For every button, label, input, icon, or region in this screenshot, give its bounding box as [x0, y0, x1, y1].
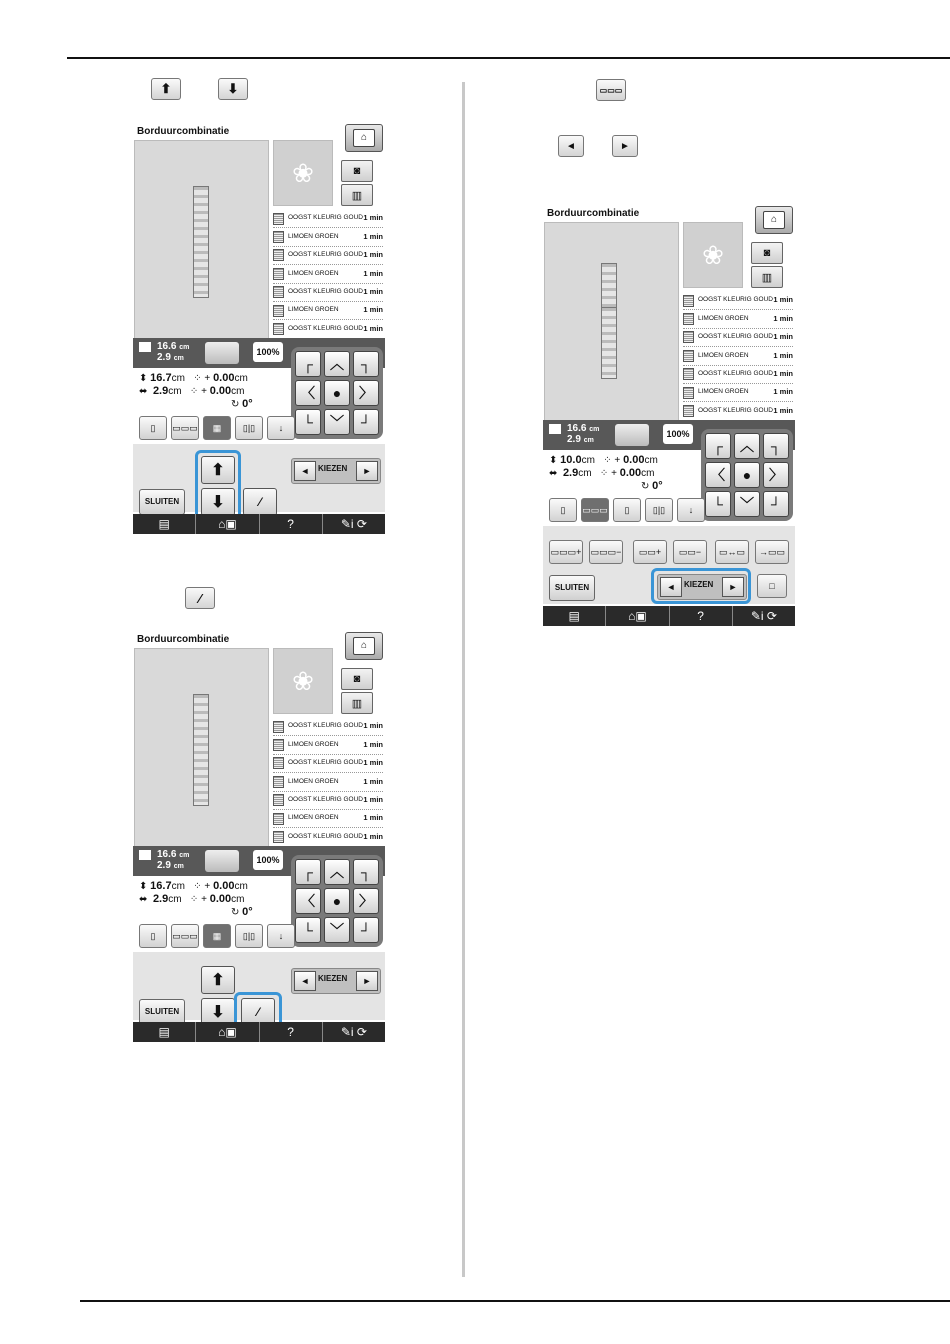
design-preview: ❀ [683, 222, 743, 288]
up-button[interactable]: ⬆ [201, 456, 235, 484]
pen-icon: ⁄ [185, 587, 215, 609]
zoom-button[interactable]: 100% [663, 424, 693, 444]
distance-button[interactable]: ▭↔▭ [715, 540, 749, 564]
settings-icon[interactable]: ✎i ⟳ [750, 609, 777, 623]
camera-button[interactable]: ◙ [341, 668, 373, 690]
kiezen-label: KIEZEN [318, 974, 348, 983]
thread-row: OOGST KLEURIG GOUD 1 min [683, 366, 793, 384]
horizontal-layout-button[interactable]: ▭▭▭ [581, 498, 609, 522]
settings-icon[interactable]: ✎i ⟳ [340, 1025, 367, 1039]
screen-3 [543, 208, 795, 628]
array-icon: ▭▭▭ [596, 79, 626, 101]
add-spacing-button[interactable]: ▭▭+ [633, 540, 667, 564]
thread-button[interactable]: ▥ [341, 692, 373, 714]
home-icon: ⌂ [353, 637, 375, 655]
horizontal-layout-button[interactable]: ▭▭▭ [171, 924, 199, 948]
thread-row: OOGST KLEURIG GOUD 1 min [273, 284, 383, 302]
move-upright-button[interactable]: ┐ [353, 859, 379, 885]
home-icon: ⌂ [353, 129, 375, 147]
screen-2 [133, 634, 385, 1044]
help-icon[interactable]: ? [670, 606, 733, 626]
move-upright-button[interactable]: ┐ [763, 433, 789, 459]
spacing-button[interactable]: ▯|▯ [235, 416, 263, 440]
sluiten-button[interactable]: SLUITEN [549, 575, 595, 601]
down-button[interactable]: ⬇ [201, 488, 235, 516]
embroidery-canvas [134, 648, 269, 847]
camera-button[interactable]: ◙ [341, 160, 373, 182]
list-icon[interactable]: ▤ [133, 1022, 196, 1042]
frame-select-button[interactable]: □ [757, 574, 787, 598]
move-right-button[interactable]: 〉 [763, 462, 789, 488]
vertical-layout-button[interactable]: ▯ [139, 924, 167, 948]
thread-row: OOGST KLEURIG GOUD 1 min [273, 247, 383, 265]
move-downright-button[interactable]: ┘ [353, 409, 379, 435]
kiezen-left-button[interactable]: ◄ [294, 971, 316, 991]
move-downleft-button[interactable]: └ [295, 409, 321, 435]
thread-row: OOGST KLEURIG GOUD 1 min [683, 292, 793, 310]
pen-button[interactable]: ⁄ [243, 488, 277, 516]
screen-1 [133, 126, 385, 536]
thread-row: OOGST KLEURIG GOUD 1 min [273, 718, 383, 736]
move-down-button[interactable]: ﹀ [324, 409, 350, 435]
center-button[interactable]: ● [734, 462, 760, 488]
spacing-button[interactable]: ▯|▯ [645, 498, 673, 522]
home-button[interactable] [755, 206, 793, 234]
thread-row: LIMOEN GROEN 1 min [273, 302, 383, 320]
move-up-button[interactable]: ︿ [324, 859, 350, 885]
position-info: ⬍ 16.7cm ⁘ + 0.00cm ⬌ 2.9cm ⁘ + 0.00cm ↻ 0° [139, 372, 253, 410]
thread-button[interactable]: ▥ [341, 184, 373, 206]
thread-row: OOGST KLEURIG GOUD 1 min [273, 320, 383, 338]
down-arrow-icon: ⬇ [218, 78, 248, 100]
kiezen-control [291, 968, 381, 994]
settings-icon[interactable]: ✎i ⟳ [340, 517, 367, 531]
footer-bar [133, 1022, 385, 1042]
vertical-layout-button[interactable]: ▯ [139, 416, 167, 440]
embroidery-canvas [544, 222, 679, 421]
move-downleft-button[interactable]: └ [295, 917, 321, 943]
add-array-button[interactable]: ▭▭▭+ [549, 540, 583, 564]
machine-icon[interactable]: ⌂▣ [196, 1022, 259, 1042]
move-upleft-button[interactable]: ┌ [295, 351, 321, 377]
remove-array-button[interactable]: ▭▭▭− [589, 540, 623, 564]
move-up-button[interactable]: ︿ [734, 433, 760, 459]
horizontal-layout-button[interactable]: ▭▭▭ [171, 416, 199, 440]
move-right-button[interactable]: 〉 [353, 888, 379, 914]
move-right-button[interactable]: 〉 [353, 380, 379, 406]
right-arrow-icon: ► [612, 135, 638, 157]
move-pad [291, 855, 383, 947]
frame-button[interactable] [205, 342, 239, 364]
thread-row: LIMOEN GROEN 1 min [273, 773, 383, 791]
move-upleft-button[interactable]: ┌ [295, 859, 321, 885]
thread-row: LIMOEN GROEN 1 min [273, 228, 383, 246]
thread-row: OOGST KLEURIG GOUD 1 min [273, 828, 383, 846]
kiezen-right-button[interactable]: ► [722, 577, 744, 597]
kiezen-left-button[interactable]: ◄ [294, 461, 316, 481]
thread-row: OOGST KLEURIG GOUD 1 min [683, 402, 793, 420]
machine-icon[interactable]: ⌂▣ [196, 514, 259, 534]
screen-title: Borduurcombinatie [137, 634, 230, 645]
screen-title: Borduurcombinatie [547, 208, 640, 219]
frame-button[interactable] [615, 424, 649, 446]
position-info: ⬍ 16.7cm ⁘ + 0.00cm ⬌ 2.9cm ⁘ + 0.00cm ↻ 0° [139, 880, 253, 918]
size-readout: 16.6 cm 2.9 cm [549, 424, 599, 446]
embroidery-canvas [134, 140, 269, 339]
move-up-button[interactable]: ︿ [324, 351, 350, 377]
camera-button[interactable]: ◙ [751, 242, 783, 264]
thread-list [683, 292, 793, 421]
top-rule [67, 57, 950, 59]
size-readout: 16.6 cm 2.9 cm [139, 850, 189, 872]
move-down-button[interactable]: ﹀ [734, 491, 760, 517]
help-icon[interactable]: ? [260, 514, 323, 534]
footer-bar [133, 514, 385, 534]
sluiten-button[interactable]: SLUITEN [139, 999, 185, 1025]
down-button[interactable]: ⬇ [201, 998, 235, 1026]
list-icon[interactable]: ▤ [133, 514, 196, 534]
vertical-array-button[interactable]: ▦ [203, 416, 231, 440]
highlight-frame [651, 568, 751, 604]
move-pad [701, 429, 793, 521]
vertical-array-button[interactable]: ▦ [203, 924, 231, 948]
move-downright-button[interactable]: ┘ [353, 917, 379, 943]
move-left-button[interactable]: 〈 [295, 380, 321, 406]
remove-spacing-button[interactable]: ▭▭− [673, 540, 707, 564]
left-arrow-icon: ◄ [558, 135, 584, 157]
pattern-preview [193, 694, 209, 806]
up-button[interactable]: ⬆ [201, 966, 235, 994]
thread-row: LIMOEN GROEN 1 min [273, 736, 383, 754]
vertical-array-button[interactable]: ▯ [613, 498, 641, 522]
frame-button[interactable] [205, 850, 239, 872]
footer-bar [543, 606, 795, 626]
thread-row: LIMOEN GROEN 1 min [273, 265, 383, 283]
highlight-frame [195, 450, 241, 522]
home-button[interactable] [345, 124, 383, 152]
pattern-preview [193, 186, 209, 298]
kiezen-label: KIEZEN [684, 580, 714, 589]
align-button[interactable]: →▭▭ [755, 540, 789, 564]
move-pad [291, 347, 383, 439]
home-icon: ⌂ [763, 211, 785, 229]
move-downleft-button[interactable]: └ [705, 491, 731, 517]
kiezen-label: KIEZEN [318, 464, 348, 473]
move-upleft-button[interactable]: ┌ [705, 433, 731, 459]
down-small-button[interactable]: ↓ [267, 924, 295, 948]
spacing-button[interactable]: ▯|▯ [235, 924, 263, 948]
down-small-button[interactable]: ↓ [677, 498, 705, 522]
design-preview: ❀ [273, 648, 333, 714]
move-upright-button[interactable]: ┐ [353, 351, 379, 377]
bottom-rule [80, 1300, 950, 1302]
kiezen-right-button[interactable]: ► [356, 971, 378, 991]
thread-row: OOGST KLEURIG GOUD 1 min [273, 792, 383, 810]
move-down-button[interactable]: ﹀ [324, 917, 350, 943]
pen-button[interactable]: ⁄ [241, 998, 275, 1026]
thread-row: OOGST KLEURIG GOUD 1 min [683, 329, 793, 347]
thread-row: OOGST KLEURIG GOUD 1 min [273, 755, 383, 773]
center-button[interactable]: ● [324, 888, 350, 914]
thread-row: LIMOEN GROEN 1 min [273, 810, 383, 828]
up-arrow-icon: ⬆ [151, 78, 181, 100]
screen-title: Borduurcombinatie [137, 126, 230, 137]
move-left-button[interactable]: 〈 [295, 888, 321, 914]
size-readout: 16.6 cm 2.9 cm [139, 342, 189, 364]
kiezen-right-button[interactable]: ► [356, 461, 378, 481]
center-button[interactable]: ● [324, 380, 350, 406]
thread-list [273, 210, 383, 339]
thread-row: LIMOEN GROEN 1 min [683, 310, 793, 328]
list-icon[interactable]: ▤ [543, 606, 606, 626]
kiezen-control [291, 458, 381, 484]
zoom-button[interactable]: 100% [253, 850, 283, 870]
column-divider [462, 82, 465, 1277]
kiezen-left-button[interactable]: ◄ [660, 577, 682, 597]
thread-row: LIMOEN GROEN 1 min [683, 384, 793, 402]
pattern-preview [601, 307, 617, 379]
sluiten-button[interactable]: SLUITEN [139, 489, 185, 515]
home-button[interactable] [345, 632, 383, 660]
move-left-button[interactable]: 〈 [705, 462, 731, 488]
machine-icon[interactable]: ⌂▣ [606, 606, 669, 626]
zoom-button[interactable]: 100% [253, 342, 283, 362]
position-info: ⬍ 10.0cm ⁘ + 0.00cm ⬌ 2.9cm ⁘ + 0.00cm ↻ 0° [549, 454, 663, 492]
vertical-layout-button[interactable]: ▯ [549, 498, 577, 522]
thread-row: LIMOEN GROEN 1 min [683, 347, 793, 365]
design-preview: ❀ [273, 140, 333, 206]
help-icon[interactable]: ? [260, 1022, 323, 1042]
thread-list [273, 718, 383, 847]
thread-button[interactable]: ▥ [751, 266, 783, 288]
down-small-button[interactable]: ↓ [267, 416, 295, 440]
move-downright-button[interactable]: ┘ [763, 491, 789, 517]
thread-row: OOGST KLEURIG GOUD 1 min [273, 210, 383, 228]
